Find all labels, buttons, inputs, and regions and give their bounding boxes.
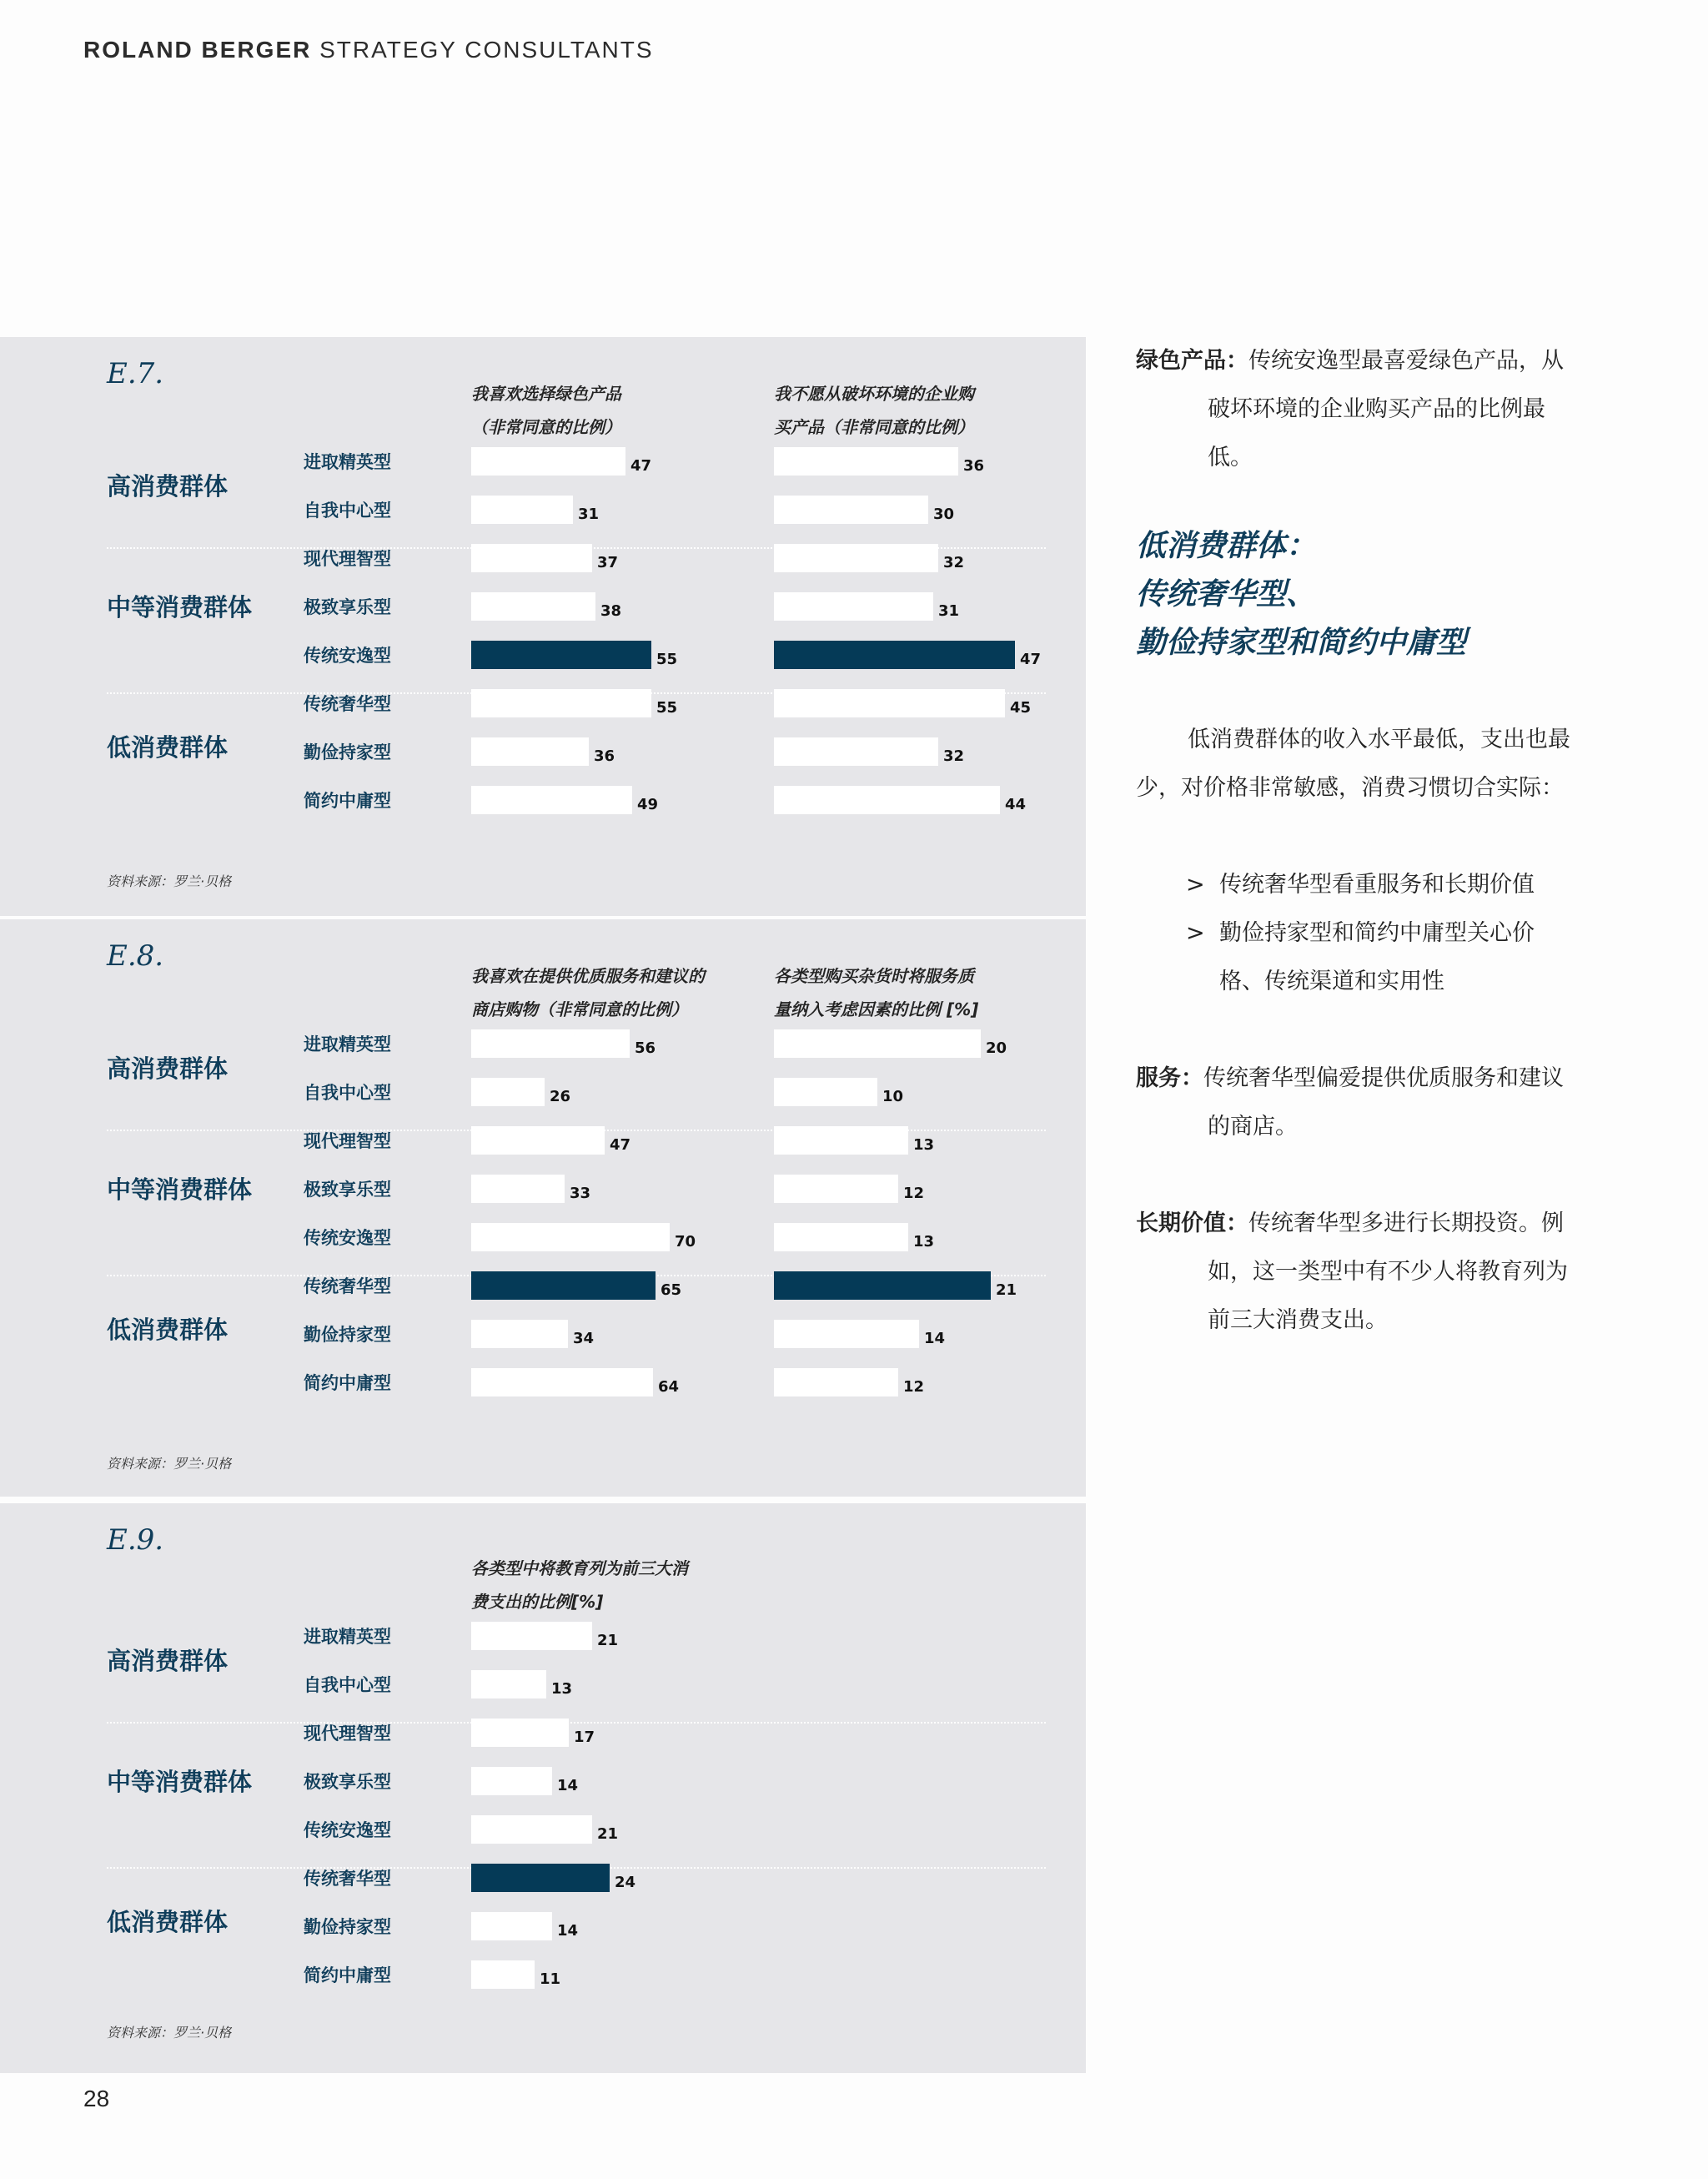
segment-label: 传统奢华型	[304, 1276, 391, 1296]
brand-name: ROLAND BERGER	[83, 37, 312, 63]
group-label-mid: 中等消费群体	[107, 1175, 253, 1204]
series-header-line: 买产品（非常同意的比例）	[774, 417, 974, 437]
segment-label: 进取精英型	[304, 452, 391, 472]
segment-label: 简约中庸型	[304, 1965, 391, 1985]
bullet-2	[1186, 909, 1603, 1006]
bullet-marker: >	[1186, 920, 1205, 946]
bar-value-label: 34	[573, 1330, 595, 1347]
intro-line-2: 少，对价格非常敏感，消费习惯切合实际：	[1136, 775, 1564, 801]
section-title-line-1: 低消费群体：	[1136, 529, 1317, 563]
bar	[471, 447, 625, 476]
bar-value-label: 13	[551, 1680, 573, 1698]
right-column	[1136, 337, 1611, 1338]
bar	[471, 1670, 546, 1698]
bar-value-label: 31	[578, 506, 600, 523]
bar	[774, 1368, 898, 1396]
bar-value-label: 49	[637, 796, 659, 813]
source-note: 资料来源：罗兰·贝格	[107, 873, 232, 889]
bar-value-label: 32	[943, 554, 965, 571]
bar-value-label: 37	[597, 554, 619, 571]
figure-label: E.8.	[107, 939, 164, 973]
segment-label: 自我中心型	[304, 1675, 391, 1695]
bar-value-label: 14	[924, 1330, 946, 1347]
bar-value-label: 13	[913, 1233, 935, 1251]
bar-value-label: 12	[903, 1185, 925, 1202]
group-label-low: 低消费群体	[107, 1316, 229, 1345]
brand-header	[83, 37, 654, 63]
segment-label: 勤俭持家型	[304, 742, 391, 762]
segment-label: 现代理智型	[304, 1724, 391, 1744]
bar-value-label: 47	[1020, 651, 1042, 668]
bar-value-label: 21	[597, 1632, 619, 1649]
figure-label: E.9.	[107, 1523, 164, 1557]
bar	[471, 1864, 610, 1892]
segment-label: 简约中庸型	[304, 791, 391, 811]
segment-label: 自我中心型	[304, 501, 391, 521]
bar	[774, 1175, 898, 1203]
bar-value-label: 70	[675, 1233, 696, 1251]
bar	[471, 1815, 592, 1844]
bar	[471, 1960, 535, 1989]
segment-label: 传统安逸型	[304, 646, 391, 666]
bullet-2-text-b: 格、传统渠道和实用性	[1219, 969, 1444, 994]
bar-value-label: 56	[635, 1039, 656, 1057]
bar-value-label: 26	[550, 1088, 571, 1105]
bar-value-label: 21	[597, 1825, 619, 1843]
segment-label: 传统安逸型	[304, 1228, 391, 1248]
bar-value-label: 17	[574, 1729, 595, 1746]
bar	[471, 1767, 552, 1795]
figure-e7-panel	[0, 337, 1086, 916]
bar	[774, 1126, 908, 1155]
service-keyword: 服务：	[1136, 1065, 1203, 1091]
segment-label: 极致享乐型	[304, 1772, 391, 1792]
group-label-high: 高消费群体	[107, 472, 229, 501]
bar	[471, 786, 632, 814]
series-header-line: 我不愿从破坏环境的企业购	[774, 384, 974, 404]
bar	[471, 1078, 545, 1106]
bar-value-label: 12	[903, 1378, 925, 1396]
bullet-marker: >	[1186, 872, 1205, 898]
bar	[471, 496, 573, 524]
series-header-line: （非常同意的比例）	[471, 417, 621, 437]
bar	[471, 544, 592, 572]
bar-value-label: 14	[557, 1777, 579, 1794]
figure-label: E.7.	[107, 357, 164, 390]
bar	[471, 1320, 568, 1348]
green-products-keyword: 绿色产品：	[1136, 348, 1248, 374]
bar	[471, 1368, 653, 1396]
bar	[471, 1126, 605, 1155]
bar	[774, 1320, 919, 1348]
longterm-line-1: 传统奢华型多进行长期投资。例	[1248, 1210, 1564, 1236]
bar	[774, 786, 1000, 814]
service-line-2: 的商店。	[1208, 1114, 1298, 1140]
bar-value-label: 10	[882, 1088, 904, 1105]
bar	[774, 592, 933, 621]
bar-value-label: 55	[656, 699, 678, 717]
bar-value-label: 31	[938, 602, 960, 620]
segment-label: 勤俭持家型	[304, 1325, 391, 1345]
service-line-1: 传统奢华型偏爱提供优质服务和建议	[1203, 1065, 1564, 1091]
segment-label: 现代理智型	[304, 1131, 391, 1151]
page-number: 28	[83, 2086, 110, 2111]
bar-value-label: 24	[615, 1874, 636, 1891]
bar	[471, 1271, 656, 1300]
longterm-line-3: 前三大消费支出。	[1208, 1307, 1388, 1333]
bar	[471, 592, 595, 621]
segment-label: 勤俭持家型	[304, 1917, 391, 1937]
green-products-paragraph	[1136, 337, 1611, 482]
bar	[774, 689, 1005, 717]
longterm-keyword: 长期价值：	[1136, 1210, 1248, 1236]
bar-value-label: 45	[1010, 699, 1032, 717]
figure-e9-panel	[0, 1503, 1086, 2073]
series-header	[471, 959, 730, 1026]
series-header-line: 费支出的比例[%]	[471, 1592, 604, 1612]
group-label-mid: 中等消费群体	[107, 593, 253, 621]
bar-value-label: 55	[656, 651, 678, 668]
source-note: 资料来源：罗兰·贝格	[107, 2025, 232, 2041]
section-title-line-2: 传统奢华型、	[1136, 577, 1317, 611]
group-label-low: 低消费群体	[107, 1908, 229, 1937]
section-title	[1136, 522, 1636, 667]
bar-value-label: 44	[1005, 796, 1027, 813]
section-title-line-3: 勤俭持家型和简约中庸型	[1136, 626, 1467, 660]
series-header	[774, 959, 1032, 1026]
intro-paragraph	[1136, 716, 1611, 813]
series-header-line: 我喜欢在提供优质服务和建议的	[471, 966, 705, 986]
bar-value-label: 65	[661, 1281, 682, 1299]
source-note: 资料来源：罗兰·贝格	[107, 1456, 232, 1472]
bar	[774, 737, 938, 766]
bar-value-label: 30	[933, 506, 955, 523]
segment-label: 传统安逸型	[304, 1820, 391, 1840]
bar	[774, 1029, 981, 1058]
series-header-line: 我喜欢选择绿色产品	[471, 384, 621, 404]
group-label-mid: 中等消费群体	[107, 1768, 253, 1796]
green-line-2: 破坏环境的企业购买产品的比例最	[1208, 396, 1545, 422]
bar-value-label: 33	[570, 1185, 591, 1202]
bar-value-label: 20	[986, 1039, 1007, 1057]
segment-label: 传统奢华型	[304, 1869, 391, 1889]
bar	[774, 544, 938, 572]
bar	[471, 737, 589, 766]
bar-value-label: 21	[996, 1281, 1017, 1299]
intro-line-1: 低消费群体的收入水平最低，支出也最	[1188, 727, 1570, 752]
brand-subtitle: STRATEGY CONSULTANTS	[319, 37, 654, 63]
bar-value-label: 32	[943, 747, 965, 765]
bar	[774, 496, 928, 524]
bar	[471, 689, 651, 717]
bar-value-label: 36	[594, 747, 615, 765]
longterm-paragraph	[1136, 1200, 1611, 1345]
group-label-high: 高消费群体	[107, 1647, 229, 1675]
series-header-line: 各类型中将教育列为前三大消	[471, 1558, 688, 1578]
series-header	[471, 377, 730, 444]
bar	[774, 1223, 908, 1251]
segment-label: 自我中心型	[304, 1083, 391, 1103]
group-label-high: 高消费群体	[107, 1054, 229, 1083]
bar	[471, 1175, 565, 1203]
bar	[471, 1622, 592, 1650]
series-header-line: 量纳入考虑因素的比例 [%]	[774, 999, 979, 1019]
bar-value-label: 14	[557, 1922, 579, 1940]
bar-value-label: 38	[600, 602, 622, 620]
bar-value-label: 47	[630, 457, 652, 475]
group-label-low: 低消费群体	[107, 733, 229, 762]
longterm-line-2: 如，这一类型中有不少人将教育列为	[1208, 1259, 1568, 1285]
segment-label: 进取精英型	[304, 1627, 391, 1647]
bar	[471, 641, 651, 669]
bar	[774, 1271, 991, 1300]
bullet-2-text-a: 勤俭持家型和简约中庸型关心价	[1219, 920, 1535, 946]
bar	[774, 1078, 877, 1106]
segment-label: 简约中庸型	[304, 1373, 391, 1393]
bar	[774, 641, 1015, 669]
series-header-line: 商店购物（非常同意的比例）	[471, 999, 688, 1019]
green-line-1: 传统安逸型最喜爱绿色产品，从	[1248, 348, 1564, 374]
segment-label: 传统奢华型	[304, 694, 391, 714]
bullet-1-text: 传统奢华型看重服务和长期价值	[1219, 872, 1535, 898]
series-header-line: 各类型购买杂货时将服务质	[774, 966, 974, 986]
segment-label: 进取精英型	[304, 1034, 391, 1054]
bar	[471, 1719, 569, 1747]
segment-label: 极致享乐型	[304, 597, 391, 617]
bar-value-label: 64	[658, 1378, 680, 1396]
bullet-1	[1186, 861, 1603, 909]
bar	[471, 1223, 670, 1251]
series-header	[774, 377, 1032, 444]
bar-value-label: 47	[610, 1136, 631, 1154]
figure-e8-panel	[0, 919, 1086, 1497]
bar	[471, 1029, 630, 1058]
bar-value-label: 13	[913, 1136, 935, 1154]
bar	[774, 447, 958, 476]
green-line-3: 低。	[1208, 445, 1253, 471]
bar-value-label: 36	[963, 457, 985, 475]
bar-value-label: 11	[540, 1970, 561, 1988]
service-paragraph	[1136, 1054, 1611, 1151]
segment-label: 现代理智型	[304, 549, 391, 569]
series-header	[471, 1552, 730, 1618]
bar	[471, 1912, 552, 1940]
group-separator	[107, 1722, 1046, 1724]
segment-label: 极致享乐型	[304, 1180, 391, 1200]
